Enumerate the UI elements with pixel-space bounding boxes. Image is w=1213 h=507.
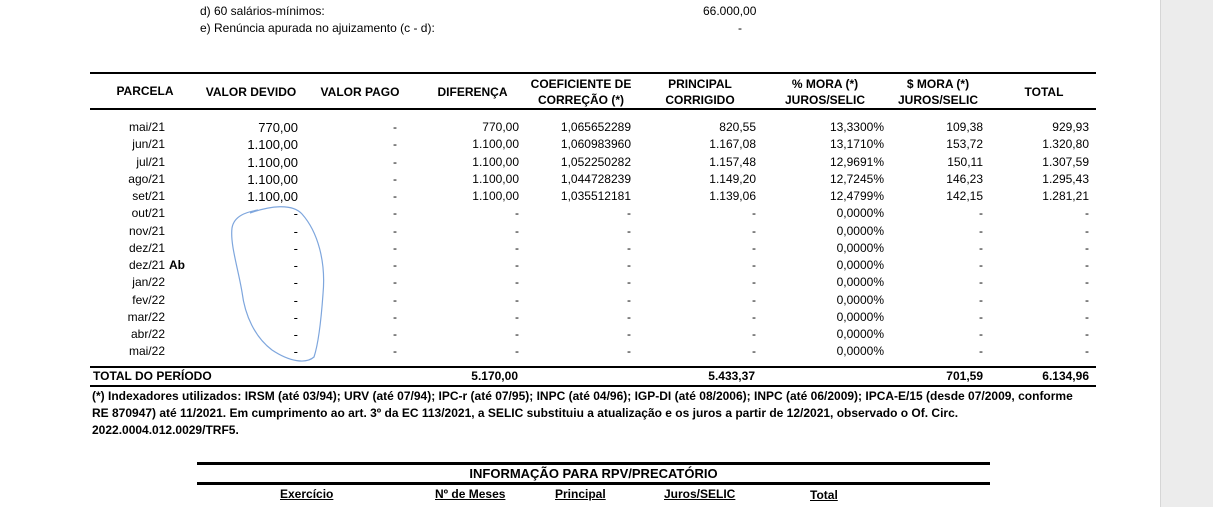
header-valor-pago: VALOR PAGO xyxy=(320,85,400,99)
cell-coef: - xyxy=(627,310,631,324)
cell-vmora: - xyxy=(979,293,983,307)
cell-parcela: mai/22 xyxy=(128,344,165,358)
cell-pmora: 12,9691% xyxy=(829,155,884,169)
cell-pmora: 12,4799% xyxy=(829,189,884,203)
total-principal: 5.433,37 xyxy=(708,369,755,383)
cell-pmora: 0,0000% xyxy=(836,327,884,341)
cell-valor-devido: 1.100,00 xyxy=(247,189,298,204)
rpv-col-total: Total xyxy=(810,488,838,502)
cell-vmora: - xyxy=(979,206,983,220)
header-vmora-line1: $ MORA (*) xyxy=(906,77,970,91)
cell-principal: - xyxy=(752,293,756,307)
cell-valor-pago: - xyxy=(393,120,397,134)
summary-e-label: e) Renúncia apurada no ajuizamento (c - d): xyxy=(200,21,435,35)
cell-parcela: jun/21 xyxy=(132,137,165,151)
cell-valor-pago: - xyxy=(393,327,397,341)
cell-vmora: 146,23 xyxy=(946,172,983,186)
summary-d-label: d) 60 salários-mínimos: xyxy=(200,4,325,18)
cell-valor-pago: - xyxy=(393,293,397,307)
rpv-col-exercicio: Exercício xyxy=(280,487,334,501)
table-top-rule xyxy=(90,72,1096,74)
cell-total: - xyxy=(1085,258,1089,272)
cell-parcela: jul/21 xyxy=(136,155,165,169)
header-pmora-line1: % MORA (*) xyxy=(791,77,859,91)
cell-total: - xyxy=(1085,310,1089,324)
cell-vmora: - xyxy=(979,344,983,358)
cell-principal: - xyxy=(752,258,756,272)
total-vmora: 701,59 xyxy=(946,369,983,383)
header-total: TOTAL xyxy=(1024,85,1064,99)
cell-total: - xyxy=(1085,241,1089,255)
rpv-mid-rule xyxy=(197,482,990,485)
cell-valor-pago: - xyxy=(393,241,397,255)
summary-d-value: 66.000,00 xyxy=(703,4,757,18)
cell-coef: - xyxy=(627,206,631,220)
cell-vmora: - xyxy=(979,310,983,324)
cell-parcela: mar/22 xyxy=(127,310,165,324)
cell-pmora: 0,0000% xyxy=(836,275,884,289)
cell-total: - xyxy=(1085,275,1089,289)
cell-coef: 1,065652289 xyxy=(560,120,631,134)
cell-total: - xyxy=(1085,206,1089,220)
header-principal-line1: PRINCIPAL xyxy=(668,77,732,91)
cell-parcela-tag: Ab xyxy=(169,258,185,272)
cell-valor-devido: - xyxy=(293,258,298,273)
cell-principal: - xyxy=(752,275,756,289)
cell-total: - xyxy=(1085,344,1089,358)
cell-valor-pago: - xyxy=(393,137,397,151)
header-coeficiente-line2: CORREÇÃO (*) xyxy=(538,93,624,107)
cell-pmora: 0,0000% xyxy=(836,310,884,324)
cell-valor-devido: - xyxy=(293,310,298,325)
total-bottom-rule xyxy=(90,385,1096,387)
cell-coef: - xyxy=(627,275,631,289)
cell-principal: 1.167,08 xyxy=(709,137,756,151)
cell-coef: - xyxy=(627,241,631,255)
cell-valor-devido: - xyxy=(293,241,298,256)
cell-valor-pago: - xyxy=(393,155,397,169)
cell-total: 1.307,59 xyxy=(1042,155,1089,169)
header-pmora-line2: JUROS/SELIC xyxy=(784,93,865,107)
rpv-col-juros: Juros/SELIC xyxy=(664,487,736,501)
total-total: 6.134,96 xyxy=(1042,369,1089,383)
cell-pmora: 0,0000% xyxy=(836,224,884,238)
cell-pmora: 13,1710% xyxy=(829,137,884,151)
viewer-side-panel xyxy=(1160,0,1213,507)
rpv-top-rule xyxy=(197,462,990,465)
cell-principal: - xyxy=(752,310,756,324)
cell-coef: - xyxy=(627,258,631,272)
header-diferenca: DIFERENÇA xyxy=(437,85,508,99)
cell-valor-devido: 1.100,00 xyxy=(247,172,298,187)
header-principal xyxy=(650,76,750,108)
header-bottom-rule xyxy=(90,108,1096,110)
cell-total: 1.320,80 xyxy=(1042,137,1089,151)
cell-pmora: 0,0000% xyxy=(836,241,884,255)
cell-valor-pago: - xyxy=(393,172,397,186)
cell-principal: 1.139,06 xyxy=(709,189,756,203)
cell-coef: 1,035512181 xyxy=(560,189,631,203)
header-coeficiente-line1: COEFICIENTE DE xyxy=(530,77,632,91)
cell-principal: - xyxy=(752,241,756,255)
cell-coef: 1,044728239 xyxy=(560,172,631,186)
header-parcela: PARCELA xyxy=(116,84,174,98)
cell-principal: - xyxy=(752,344,756,358)
cell-valor-pago: - xyxy=(393,310,397,324)
total-label: TOTAL DO PERÍODO xyxy=(93,369,212,383)
cell-vmora: 142,15 xyxy=(946,189,983,203)
cell-total: 1.281,21 xyxy=(1042,189,1089,203)
cell-valor-pago: - xyxy=(393,224,397,238)
cell-parcela: dez/21 xyxy=(128,241,165,255)
cell-valor-devido: 1.100,00 xyxy=(247,155,298,170)
indexer-note: (*) Indexadores utilizados: IRSM (até 03/94); URV (até 07/94); IPC-r (até 07/95); INPC (até 04/96); IGP-DI (até 08/2006); INPC (até 06/2009); IPCA-E/15 (desde 07/2009, conforme RE 870947) até 11/2021. Em cumprimento ao art. 3º da EC 113/2021, a SELIC substituiu a atualização e os juros a partir de 12/2021, observado o Of. Circ. 2022.0004.012.0029/TRF5. xyxy=(92,389,1073,437)
cell-pmora: 0,0000% xyxy=(836,344,884,358)
cell-diferenca: 1.100,00 xyxy=(472,189,519,203)
cell-diferenca: - xyxy=(515,344,519,358)
cell-pmora: 12,7245% xyxy=(829,172,884,186)
cell-valor-pago: - xyxy=(393,344,397,358)
rpv-title: INFORMAÇÃO PARA RPV/PRECATÓRIO xyxy=(469,466,718,481)
cell-valor-pago: - xyxy=(393,258,397,272)
cell-diferenca: - xyxy=(515,224,519,238)
cell-coef: 1,060983960 xyxy=(560,137,631,151)
total-diferenca: 5.170,00 xyxy=(471,369,518,383)
cell-parcela: dez/21 xyxy=(128,258,165,272)
cell-coef: 1,052250282 xyxy=(560,155,631,169)
cell-diferenca: 1.100,00 xyxy=(472,172,519,186)
cell-valor-devido: - xyxy=(293,206,298,221)
cell-vmora: 153,72 xyxy=(946,137,983,151)
cell-valor-pago: - xyxy=(393,206,397,220)
cell-valor-pago: - xyxy=(393,189,397,203)
cell-principal: 820,55 xyxy=(719,120,756,134)
cell-pmora: 0,0000% xyxy=(836,206,884,220)
cell-total: 1.295,43 xyxy=(1042,172,1089,186)
cell-diferenca: 770,00 xyxy=(482,120,519,134)
cell-pmora: 13,3300% xyxy=(829,120,884,134)
cell-coef: - xyxy=(627,293,631,307)
cell-parcela: ago/21 xyxy=(128,172,165,186)
header-coeficiente xyxy=(522,76,640,108)
rpv-col-meses: Nº de Meses xyxy=(435,487,506,501)
cell-parcela: set/21 xyxy=(132,189,165,203)
cell-principal: - xyxy=(752,224,756,238)
cell-parcela: jan/22 xyxy=(132,275,165,289)
summary-e-value: - xyxy=(738,21,742,35)
cell-diferenca: - xyxy=(515,206,519,220)
cell-diferenca: 1.100,00 xyxy=(472,137,519,151)
cell-diferenca: - xyxy=(515,310,519,324)
cell-principal: 1.149,20 xyxy=(709,172,756,186)
cell-pmora: 0,0000% xyxy=(836,258,884,272)
cell-diferenca: - xyxy=(515,327,519,341)
cell-valor-devido: - xyxy=(293,275,298,290)
cell-valor-devido: 1.100,00 xyxy=(247,137,298,152)
total-top-rule xyxy=(90,366,1096,368)
cell-valor-devido: - xyxy=(293,224,298,239)
cell-diferenca: - xyxy=(515,275,519,289)
cell-parcela: fev/22 xyxy=(132,293,165,307)
cell-valor-pago: - xyxy=(393,275,397,289)
cell-valor-devido: 770,00 xyxy=(258,120,298,135)
cell-parcela: mai/21 xyxy=(128,120,165,134)
cell-vmora: - xyxy=(979,258,983,272)
cell-diferenca: - xyxy=(515,293,519,307)
cell-diferenca: - xyxy=(515,241,519,255)
cell-principal: - xyxy=(752,206,756,220)
cell-pmora: 0,0000% xyxy=(836,293,884,307)
header-vmora-line2: JUROS/SELIC xyxy=(897,93,978,107)
cell-total: - xyxy=(1085,224,1089,238)
cell-parcela: out/21 xyxy=(131,206,165,220)
cell-principal: - xyxy=(752,327,756,341)
cell-coef: - xyxy=(627,327,631,341)
cell-vmora: 150,11 xyxy=(947,155,983,169)
cell-vmora: - xyxy=(979,241,983,255)
cell-total: 929,93 xyxy=(1052,120,1089,134)
cell-diferenca: - xyxy=(515,258,519,272)
cell-vmora: - xyxy=(979,275,983,289)
cell-parcela: nov/21 xyxy=(128,224,165,238)
header-valor-devido: VALOR DEVIDO xyxy=(205,85,297,99)
rpv-col-principal: Principal xyxy=(555,487,606,501)
cell-vmora: 109,38 xyxy=(946,120,983,134)
cell-coef: - xyxy=(627,224,631,238)
cell-parcela: abr/22 xyxy=(130,327,165,341)
cell-vmora: - xyxy=(979,224,983,238)
cell-vmora: - xyxy=(979,327,983,341)
cell-total: - xyxy=(1085,293,1089,307)
header-principal-line2: CORRIGIDO xyxy=(665,93,735,107)
cell-valor-devido: - xyxy=(293,344,298,359)
cell-total: - xyxy=(1085,327,1089,341)
cell-valor-devido: - xyxy=(293,327,298,342)
cell-diferenca: 1.100,00 xyxy=(472,155,519,169)
cell-valor-devido: - xyxy=(293,293,298,308)
cell-coef: - xyxy=(627,344,631,358)
cell-principal: 1.157,48 xyxy=(709,155,756,169)
header-vmora xyxy=(888,76,988,108)
header-pmora xyxy=(775,76,875,108)
